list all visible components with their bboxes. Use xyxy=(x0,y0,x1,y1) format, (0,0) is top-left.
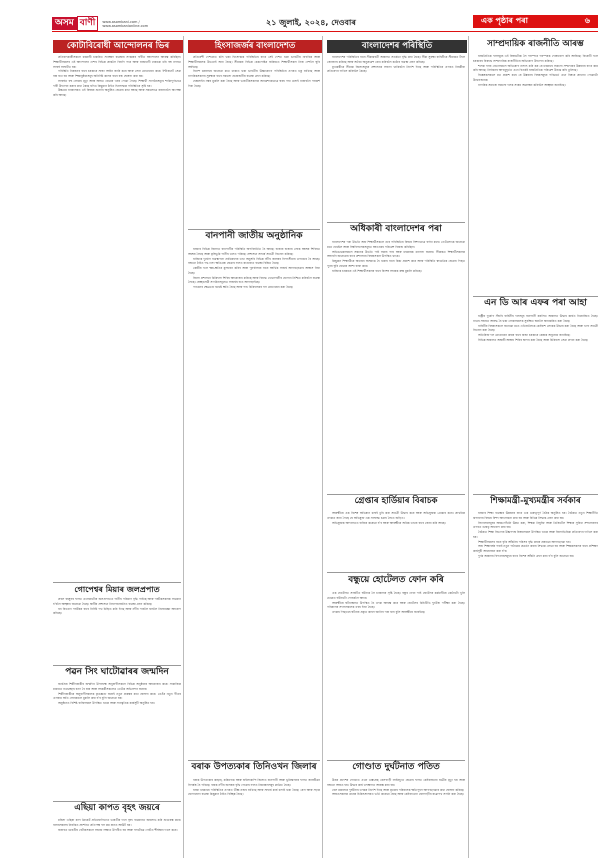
article-body xyxy=(327,511,465,569)
article-headline: গোণ্ডাত দুৰ্ঘটনাত পতিত xyxy=(352,762,440,772)
paragraph: প্ৰতিবাদকাৰীসকলে চৰকাৰী চাকৰিত সংৰক্ষণ ব্যৱস্থাৰ সংস্কাৰৰ দাবীত আন্দোলন আৰম্ভ কৰিছিল। শিক্ষাৰ্থীসকলৰ এই আন্দোলন দেশৰ বিভিন্ন প্ৰান্তলৈ বিয়পি পৰে আৰু ৰাজধানী ঢাকাকে ধৰি বহু নগৰত সংঘৰ্ষ সংঘটিত হয়। xyxy=(53,55,181,69)
paragraph: সংঘৰ্ষত বহু লোকৰ মৃত্যু আৰু আহত হোৱাৰ খবৰ পোৱা গৈছে। শিক্ষাৰ্থী সংগঠনসমূহে শান্তিপূৰ্ণভাৱে দাবী উত্থাপন কৰাৰ কথা কৈছে যদিও কিছুমান ঠাইত হিংসাত্মক পৰিস্থিতিৰ সৃষ্টি হয়। xyxy=(53,78,181,88)
article-body xyxy=(473,54,598,294)
logo-secondary: বাণী xyxy=(77,16,99,31)
paragraph: জনপ্ৰিয় শিল্পীগৰাকীৰ জন্মদিন উপলক্ষে অনুৰাগীসকলে বিভিন্ন অনুষ্ঠানৰ আয়োজন কৰে। সামাজিক মাধ্যমত শুভেচ্ছাৰ বন্যা বৈ যায় আৰু সহকৰ্মীসকলেও তেওঁক অভিনন্দন জনায়। xyxy=(53,682,181,691)
article-headline: অধিকাৰী বাংলাদেশৰ পৰা xyxy=(350,224,442,234)
article-divider xyxy=(327,760,465,761)
article-body xyxy=(327,591,465,757)
paragraph: মুখ্যমন্ত্ৰীয়ে সীমান্ত জিলাসমূহৰ প্ৰশাসনক সজাগ থাকিবলৈ নিৰ্দেশ দিছে আৰু পৰিস্থিতিৰ ওপৰত নিয়মীয়া প্ৰতিবেদন দাখিল কৰিবলৈ কৈছে। xyxy=(327,64,465,74)
article-headline: এন ডি আৰ এফৰ পৰা আহা xyxy=(484,298,587,308)
article-headline: হিংসাজৰ্জৰ বাংলাদেশত xyxy=(188,40,322,53)
paragraph: পৰিস্থিতি নিয়ন্ত্ৰণৰ বাবে চৰকাৰে সান্ধ্য আইন জাৰি কৰে আৰু সেনা মোতায়েন কৰে। ইণ্টাৰনেট সেৱা বন্ধ ৰখা হয় আৰু শিক্ষানুষ্ঠানসমূহ অনিৰ্দিষ্ট কালৰ বাবে বন্ধ ঘোষণা কৰা হয়। xyxy=(53,69,181,78)
paragraph: আহতসকলক ওচৰৰ চিকিৎসালয়ত ভৰ্তি কৰোৱা হৈছে আৰু কেইবাখনো ৰেলগাড়ীৰ যাত্ৰাপথ সলনি কৰা হৈছে। xyxy=(332,792,464,797)
paragraph: বাংলাদেশৰ পৰা উভতি অহা শিক্ষাৰ্থীসকলে তাৰ পৰিস্থিতিৰ বিষয়ে বিশদভাৱে বৰ্ণনা কৰে। তেওঁলোকে জনোৱা মতে হোষ্টেল আৰু বিশ্ববিদ্যালয়সমূহত আতংকৰ পৰিৱেশ বিৰাজ কৰিছিল। xyxy=(327,240,465,249)
paragraph: ৰাজ্যিক দুৰ্যোগ ব্যৱস্থাপনা প্ৰাধিকৰণৰ তথ্য অনুসৰি বিভিন্ন নদীৰ জলস্তৰ বিপদসীমাৰ ওপৰেৰে বৈ আছে। বহুতো ঠাইত পথ-দলং ক্ষতিগ্ৰস্ত হোৱাৰ ফলত যাতায়াত ব্যৱস্থা বিঘ্নিত হৈছে। xyxy=(188,256,320,266)
paragraph: ৰেল মন্ত্ৰালয়ে দুৰ্ঘটনাৰ তদন্তৰ নিৰ্দেশ দিছে আৰু মৃতকৰ পৰিয়ালক ক্ষতিপূৰণ আগবঢ়োৱাৰ কথা ঘোষণা কৰিছে। xyxy=(332,787,465,792)
paragraph: ৰাজ্য চৰকাৰে পৰিস্থিতিৰ ওপৰত তীক্ষ্ণ নজৰ ৰাখিছে আৰু সাহাৰ্য কাৰ্য চলাই থকা হৈছে। ৰেল আৰু সড়ক যোগাযোগ ব্যৱস্থা কিছুমান ঠাইত বিচ্ছিন্ন হৈছে। xyxy=(188,787,320,797)
article-divider xyxy=(327,494,465,495)
article-divider xyxy=(327,222,465,223)
logo-url: www.asombani.com / www.asombanionline.com xyxy=(102,19,149,28)
article-divider xyxy=(53,665,181,666)
paragraph: উত্তৰ প্ৰদেশৰ গোণ্ডাত এখন এক্সপ্ৰেছ ৰেলগাড়ী লাইনচ্যুত হোৱাৰ ফলত কেইবাজনো যাত্ৰীৰ মৃত্যু হয় আৰু বহুতো আহত হয়। উদ্ধাৰ কাৰ্য তৎক্ষণাত আৰম্ভ কৰা হয়। xyxy=(327,778,465,787)
paragraph: বন বিভাগে পৰ্যটকৰ বাবে নিৰ্দিষ্ট পথ চিহ্নিত কৰি দিছে আৰু নদীৰ পাৰলৈ যাবলৈ নিষেধাজ্ঞা আৰোপ কৰিছে। xyxy=(53,606,181,616)
article-divider xyxy=(188,229,320,230)
article-headline: পৱন সিং ঘাটোৱাৰৰ জন্মদিন xyxy=(65,667,169,677)
paragraph: আৰক্ষীয়ে এক বিশেষ অভিযান চলাই চুৰি কৰা সামগ্ৰী উদ্ধাৰ কৰে আৰু অভিযুক্তক গ্ৰেপ্তাৰ কৰে। প্ৰাথমিক তদন্তত জনা গৈছে যে অভিযুক্ত এক সংঘবদ্ধ চক্ৰৰ সৈতে জড়িত। xyxy=(327,511,465,520)
paragraph: বাংলাদেশৰ পৰিস্থিতিৰ বাবে সীমান্তবৰ্তী অঞ্চলত সতৰ্কতা বৃদ্ধি কৰা হৈছে। সীমা সুৰক্ষা বাহিনীয়ে সীমান্তত টহল জোৰদাৰ কৰিছে আৰু অবৈধ অনুপ্ৰৱেশ ৰোধ কৰিবলৈ কঠোৰ ব্যৱস্থা গ্ৰহণ কৰিছে। xyxy=(327,55,465,64)
column-divider xyxy=(183,36,184,858)
paragraph: শিক্ষাৰ্থীসকলৰ বাবে বৃত্তি আঁচনিৰ পৰিসৰ বৃদ্ধি কৰাৰ প্ৰস্তাৱো আগবঢ়োৱা হয়। xyxy=(478,539,571,544)
article-body xyxy=(188,247,320,757)
paragraph: জিলা প্ৰশাসনে চিকিৎসা শিবিৰ আয়োজন কৰিছে আৰু বিশুদ্ধ খোৱাপানীৰ যোগান নিশ্চিত কৰিবলৈ ব্যৱস্থা লৈছে। স্বেচ্ছাসেৱী সংগঠনসমূহেও সাহাৰ্যৰ হাত আগবঢ়াইছে। xyxy=(188,275,320,285)
paragraph: শাসক দলৰ নেতাসকলে অভিযোগ নস্যাৎ কৰি কয় যে চৰকাৰে সকলো সম্প্ৰদায়ৰ উন্নয়নৰ বাবে কাম কৰি আছে। নিৰ্বাচনৰ আগমুহূৰ্তত এনে বিতৰ্কই ৰাজনৈতিক পৰিৱেশ উত্তপ্ত কৰি তুলিছে। xyxy=(473,63,598,73)
section-label: এক পৃষ্ঠাৰ পৰা xyxy=(481,16,528,25)
article-body xyxy=(473,314,598,492)
paragraph: ৰাজ্যৰ শিক্ষা ব্যৱস্থাৰ উন্নয়নৰ বাবে এক গুৰুত্বপূৰ্ণ বৈঠক অনুষ্ঠিত হয়। বৈঠকত নতুন শিক্ষানীতি ৰূপায়ণৰ বিষয়ে বিশদ আলোচনা কৰা হয় আৰু বিভিন্ন সিদ্ধান্ত গ্ৰহণ কৰা হয়। xyxy=(473,511,598,520)
article-divider xyxy=(473,494,598,495)
masthead xyxy=(0,0,610,36)
paragraph: প্ৰবল বৰষুণৰ ফলত এলেকাটোৰ জলপ্ৰপাতত পানীৰ পৰিমাণ বৃদ্ধি পাইছে আৰু পৰ্যটকসকলক সাৱধান হ'বলৈ আহ্বান জনোৱা হৈছে। স্থানীয় প্ৰশাসনে নিৰাপত্তাজনিত ব্যৱস্থা গ্ৰহণ কৰিছে। xyxy=(53,597,181,606)
paragraph: বিদেশ মন্ত্ৰালয়ে জনোৱা মতে ঢাকাত থকা ভাৰতীয় উচ্চায়োগে পৰিস্থিতিৰ ওপৰত চকু ৰাখিছে আৰু নাগৰিকসকলৰ সুৰক্ষাৰ বাবে সকলো প্ৰয়োজনীয় ব্যৱস্থা গ্ৰহণ কৰিছে। xyxy=(188,69,320,78)
paragraph: ৰাজ্যিক চৰকাৰে এই শিক্ষাৰ্থীসকলৰ বাবে বিশেষ সহায়ক কক্ষ মুকলি কৰিছে। xyxy=(332,268,422,273)
paragraph: প্ৰতিবেশী দেশখনত চলি থকা হিংসাত্মক পৰিস্থিতিৰ বাবে সেই দেশত থকা ভাৰতীয় নাগৰিক আৰু শিক্ষাৰ্থীসকলক উভতাই অনা হৈছে। সীমান্তৰ বিভিন্ন চেকপোষ্টৰ জৰিয়তে শিক্ষাৰ্থীসকল নিজ দেশলৈ ঘূৰি আহিছে। xyxy=(188,55,320,69)
paragraph: শিল্পীগৰাকীয়ে অনুৰাগীসকলক কৃতজ্ঞতা জনাই নতুন প্ৰকল্পৰ কথা ঘোষণা কৰে। তেওঁৰ নতুন গীতৰ এলবাম অতি সোনকালে মুকলি কৰা হ'ব বুলি জনোৱা হয়। xyxy=(53,691,181,701)
newspaper-logo[interactable] xyxy=(52,17,149,30)
paragraph: বিদ্যালয়সমূহৰ আন্তঃগাঁথনি উন্নত কৰা, শিক্ষক নিযুক্তি আৰু ডিজিটেল শিক্ষাৰ সুবিধা সম্প্ৰসাৰণৰ ওপৰত গুৰুত্ব আৰোপ কৰা হয়। xyxy=(473,520,598,530)
paragraph: কেন্দ্ৰীয় দলে ক্ষয়-ক্ষতিৰ মূল্যায়ন কৰিব আৰু পুনৰ্বাসনৰ বাবে আৰ্থিক সাহাৰ্য আগবঢ়োৱাৰ আশ্বাস দিয়া হৈছে। xyxy=(188,266,320,275)
logo-primary: অসম xyxy=(52,17,77,30)
masthead-rule xyxy=(52,31,598,32)
paragraph: অতিৰিক্ত দল মোতায়েন কৰাৰ বাবে ৰাজ্য চৰকাৰে কেন্দ্ৰক অনুৰোধ জনাইছে। xyxy=(478,333,571,337)
article-divider xyxy=(473,296,598,297)
page-badge xyxy=(473,15,598,28)
article-headline: বন্ধুয়ে হোটেলত ফোন কৰি xyxy=(348,575,444,585)
paragraph: উচ্চতম ন্যায়ালয়ত এই বিষয়ৰ শুনানি অনুষ্ঠিত হোৱাৰ কথা আছে আৰু সকলোৱে ৰায়দানলৈ অপেক্ষা কৰি আছে। xyxy=(53,88,181,97)
article-divider xyxy=(327,572,465,573)
paragraph: ৰাজনৈতিক দলসমূহে এই বিষয়টোক লৈ পৰস্পৰে পৰস্পৰক দোষাৰোপ কৰি আহিছে। বিৰোধী দলে চৰকাৰৰ বিৰুদ্ধে সাম্প্ৰদায়িক ৰাজনীতিৰ অভিযোগ উত্থাপন কৰিছে। xyxy=(473,54,598,63)
column-divider xyxy=(322,36,323,858)
paragraph: বিভিন্ন অঞ্চলত অস্থায়ী আশ্ৰয় শিবিৰ স্থাপন কৰা হৈছে আৰু চিকিৎসা সেৱা প্ৰদান কৰা হৈছে। xyxy=(478,337,589,342)
article-headline: বানপানী জাতীয় অনুষ্ঠানিক xyxy=(205,231,303,241)
article-headline: এছিয়া কাপত বৃহৎ জয়ৰে xyxy=(74,803,160,813)
article-body xyxy=(327,240,465,492)
paragraph: অভিযুক্তক আদালতত হাজিৰ কৰোৱা হ'ব আৰু আৰক্ষীয়ে অধিক তথ্যৰ বাবে জেৰা কৰি আছে। xyxy=(332,520,446,525)
article-divider xyxy=(188,760,320,761)
article-body xyxy=(53,55,181,580)
article-headline: বৰাক উপত্যকাৰ তিনিওখন জিলাৰ xyxy=(191,762,317,772)
paragraph: তদন্তৰ পিছতহে ঘটনাৰ প্ৰকৃত কাৰণ জানিব পৰা যাব বুলি আৰক্ষীয়ে জনাইছে। xyxy=(332,610,426,614)
paragraph: অভিভাৱকসকলে সন্তানক উভতি পাই সকাহ পায় আৰু চৰকাৰক ধন্যবাদ জনায়। সীমান্তত শিক্ষাৰ্থীসকলক আদৰণি জনোৱাৰ বাবে প্ৰশাসনৰ বিষয়াসকল উপস্থিত থাকে। xyxy=(327,249,465,259)
article-body xyxy=(53,682,181,798)
paragraph: জবাবত ভাৰতীয় বেটাৰসকলে সহজে লক্ষ্যত উপনীত হয় আৰু দলটোৱে গোটত শীৰ্ষস্থান দখল কৰে। xyxy=(58,827,178,832)
article-headline: সাম্প্ৰদায়িক ৰাজনীতি আৰম্ভ xyxy=(487,39,584,49)
article-headline: শিক্ষামন্ত্ৰী-মুখ্যমন্ত্ৰীৰ সৰ্বকাৰ xyxy=(490,496,581,506)
paragraph: বৰাক উপত্যকাৰ কাছাৰ, কৰিমগঞ্জ আৰু হাইলাকান্দি জিলাত বানপানী আৰু ভূমিস্খলনৰ ফলত জনজীৱন বিপৰ্যস্ত হৈ পৰিছে। বৰাক নদীৰ জলস্তৰ বৃদ্ধি পোৱাৰ ফলত নিম্নাঞ্চলসমূহ প্লাৱিত হৈছে। xyxy=(188,778,320,787)
article-divider xyxy=(53,582,181,583)
article-body xyxy=(473,511,598,858)
article-body xyxy=(188,55,320,227)
paragraph: বিশ্লেষকসকলে মত প্ৰকাশ কৰে যে উন্নয়নৰ বিষয়সমূহৰ পৰিৱৰ্তে এনে বিষয়ে প্ৰাধান্য পোৱাটো উদ্বেগজনক। xyxy=(473,73,598,82)
paragraph: অহা শিক্ষাবৰ্ষৰ পৰাই নতুন পাঠ্যক্ৰম প্ৰৱৰ্তন কৰাৰ সিদ্ধান্ত লোৱা হয় আৰু শিক্ষকসকলৰ বাবে প্ৰশিক্ষণ কাৰ্যসূচী আয়োজন কৰা হ'ব। xyxy=(473,544,598,553)
paragraph: পশুধনৰ ক্ষেত্ৰতো যথেষ্ট ক্ষতি হৈছে আৰু পশু চিকিৎসকৰ দল মোতায়েন কৰা হৈছে। xyxy=(193,285,294,289)
article-headline: কোটাবিৰোধী আন্দোলনৰ ভিৰ xyxy=(53,40,183,53)
issue-date: ২১ জুলাই, ২০২৪, দেওবাৰ xyxy=(266,18,356,27)
article-body xyxy=(53,818,181,858)
paragraph: দুৰ্গম অঞ্চলৰ বিদ্যালয়সমূহৰ বাবে বিশেষ আঁচনি গ্ৰহণ কৰা হ'ব বুলি জনোৱা হয়। xyxy=(478,553,575,558)
paragraph: নাগৰিক সমাজে সকলো দলক সংযম অৱলম্বন কৰিবলৈ আহ্বান জনাইছে। xyxy=(478,82,566,87)
paragraph: হেল্পলাইন নম্বৰ মুকলি কৰা হৈছে আৰু ভাৰতীয়সকলক অনাৱশ্যকভাৱে ঘৰৰ পৰা ওলাই নাযাবলৈ পৰামৰ্শ দিয়া হৈছে। xyxy=(188,78,320,88)
article-body xyxy=(188,778,320,858)
article-headline: গ্ৰেপ্তাৰ হাৰ্ডিয়াৰ বিৰাচক xyxy=(354,496,438,506)
article-divider xyxy=(53,801,181,802)
paragraph: কিছুমান শিক্ষাৰ্থীয়ে অধ্যয়ন অসমাপ্ত হৈ থকাৰ বাবে চিন্তা প্ৰকাশ কৰে আৰু পৰিস্থিতি স্বাভাৱিক হোৱাৰ পিছত পুনৰ ঘূৰি যোৱাৰ আশা ব্যক্ত কৰে। xyxy=(327,259,465,268)
paragraph: এক হোটেলত সংঘটিত ঘটনাক লৈ চাঞ্চল্যৰ সৃষ্টি হৈছে। বন্ধুৰ ফোন পাই হোটেলৰ কৰ্মচাৰীয়ে কোঠাটো খুলি চোৱাত ঘটনাটো পোহৰলৈ আহে। xyxy=(327,591,465,600)
paragraph: ৰাজ্যৰ বিভিন্ন জিলাত বানপানীৰ পৰিস্থিতি অপৰিবৰ্তিত হৈ আছে। হাজাৰ হাজাৰ লোক আশ্ৰয় শিবিৰত আশ্ৰয় লৈছে আৰু কৃষিভূমি পানীৰ তলত পৰিছে। প্ৰশাসনে সাহাৰ্য সামগ্ৰী বিতৰণ কৰিছে। xyxy=(188,247,320,256)
column-divider xyxy=(468,36,469,858)
paragraph: আৰক্ষীয়ে ঘটনাস্থলত উপস্থিত হৈ তদন্ত আৰম্ভ কৰে আৰু হোটেলৰ চিচিটিভি ফুটেজ পৰীক্ষা কৰা হৈছে। পৰিয়ালৰ সদস্যসকলক খবৰ দিয়া হৈছে। xyxy=(327,600,465,610)
article-body xyxy=(53,597,181,661)
page-number: ৬ xyxy=(584,16,590,25)
paragraph: ৰাষ্ট্ৰীয় দুৰ্যোগ সঁহাৰি বাহিনীৰ দলসমূহ বানপানী কবলিত অঞ্চলত উদ্ধাৰ কাৰ্যত নিয়োজিত হৈছে। নাওৰ সহায়ত আবদ্ধ হৈ থকা লোকসকলক সুৰক্ষিত স্থানলৈ স্থানান্তৰিত কৰা হৈছে। xyxy=(473,314,598,323)
paragraph: বৈঠকত শিক্ষা বিভাগৰ উচ্চপদস্থ বিষয়াসকল উপস্থিত থাকে আৰু জিলাভিত্তিক প্ৰতিবেদন দাখিল কৰা হয়। xyxy=(473,530,598,539)
paragraph: মহিলা এছিয়া কাপ ক্ৰিকেট প্ৰতিযোগিতাত ভাৰতীয় দলে বৃহৎ ব্যৱধানত জয়লাভ কৰি শুভাৰম্ভ কৰে। বলাৰসকলৰ নিয়ন্ত্ৰিত প্ৰদৰ্শনত প্ৰতিপক্ষ দল কম ৰানত আউট হয়। xyxy=(53,818,181,827)
paragraph: বাহিনীৰ বিষয়াসকলে জনোৱা মতে এতিয়ালৈকে কেইবাশ লোকক উদ্ধাৰ কৰা হৈছে আৰু খাদ্য সামগ্ৰী বিতৰণ কৰা হৈছে। xyxy=(473,323,598,333)
article-body xyxy=(327,778,465,858)
paragraph: অনুষ্ঠানত বিশিষ্ট ব্যক্তিসকল উপস্থিত থাকে আৰু সাংস্কৃতিক কাৰ্যসূচী অনুষ্ঠিত হয়। xyxy=(58,701,155,705)
article-headline: বাংলাদেশৰ পৰিস্থিতি xyxy=(327,40,467,53)
article-headline: গোপেশ্বৰ মিয়াৰ জলপ্ৰপাত xyxy=(74,584,160,594)
article-body xyxy=(327,55,465,220)
